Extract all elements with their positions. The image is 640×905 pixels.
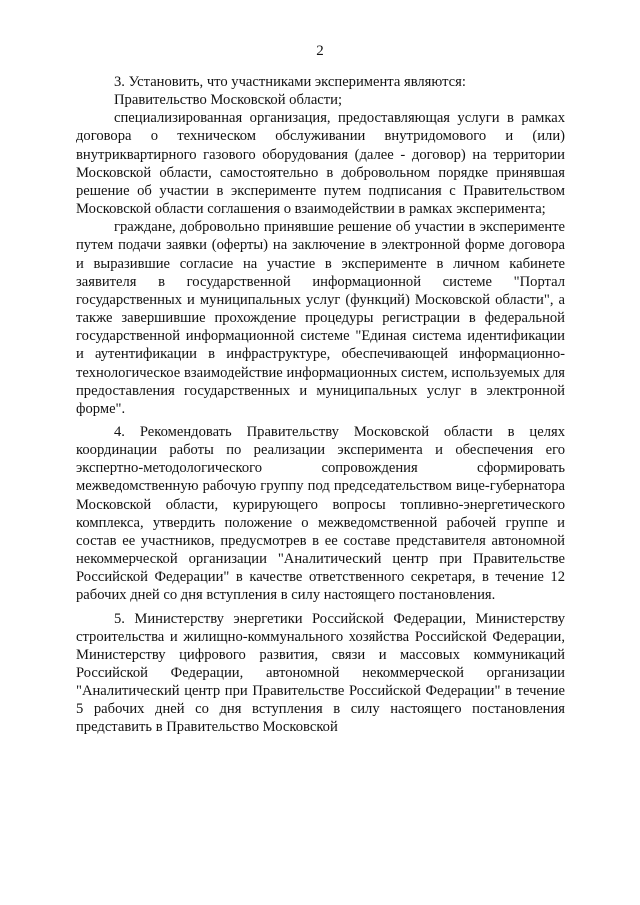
paragraph-item-5: 5. Министерству энергетики Российской Федерации, Министерству строительства и жилищно-коммунального хозяйства Российской Федерации, Министерству цифрового развития, связи и массовых коммуникаций Российской Федерации, автономной некоммерческой организации "Аналитический центр при Правительстве Российской Федерации" в течение 5 рабочих дней со дня вступления в силу настоящего постановления представить в Правительство Московской: [76, 610, 565, 736]
paragraph-item-4: 4. Рекомендовать Правительству Московской области в целях координации работы по реализации эксперимента и обеспечения его экспертно-методологического сопровождения сформировать межведомственную рабочую группу под председательством вице-губернатора Московской области, курирующего вопросы топливно-энергетического комплекса, утвердить положение о межведомственной рабочей группе и состав ее участников, предусмотрев в ее составе представителя автономной некоммерческой организации "Аналитический центр при Правительстве Российской Федерации" в качестве ответственного секретаря, в течение 12 рабочих дней со дня вступления в силу настоящего постановления.: [76, 423, 565, 604]
paragraph-participant-government: Правительство Московской области;: [114, 92, 343, 109]
paragraph-item-3-intro: 3. Установить, что участниками эксперимента являются:: [114, 74, 466, 90]
page-number: 2: [316, 43, 324, 59]
document-body: [76, 73, 565, 737]
paragraph-participant-organization: специализированная организация, предоставляющая услуги в рамках договора о техническом обслуживании внутридомового и (или) внутриквартирного газового оборудования (далее - договор) на территории Московской области, самостоятельно в добровольном порядке принявшая решение об участии в эксперименте путем подписания с Правительством Московской области соглашения о взаимодействии в рамках эксперимента;: [76, 110, 565, 218]
paragraph-participant-citizens: граждане, добровольно принявшие решение об участии в эксперименте путем подачи заявки (оферты) на заключение в электронной форме договора и выразившие согласие на участие в эксперименте в личном кабинете заявителя в государственной информационной системе "Портал государственных и муниципальных услуг (функций) Московской области", а также завершившие прохождение процедуры регистрации в федеральной государственной информационной системе "Единая система идентификации и аутентификации в инфраструктуре, обеспечивающей информационно-технологическое взаимодействие информационных систем, используемых для предоставления государственных и муниципальных услуг в электронной форме".: [76, 219, 565, 417]
